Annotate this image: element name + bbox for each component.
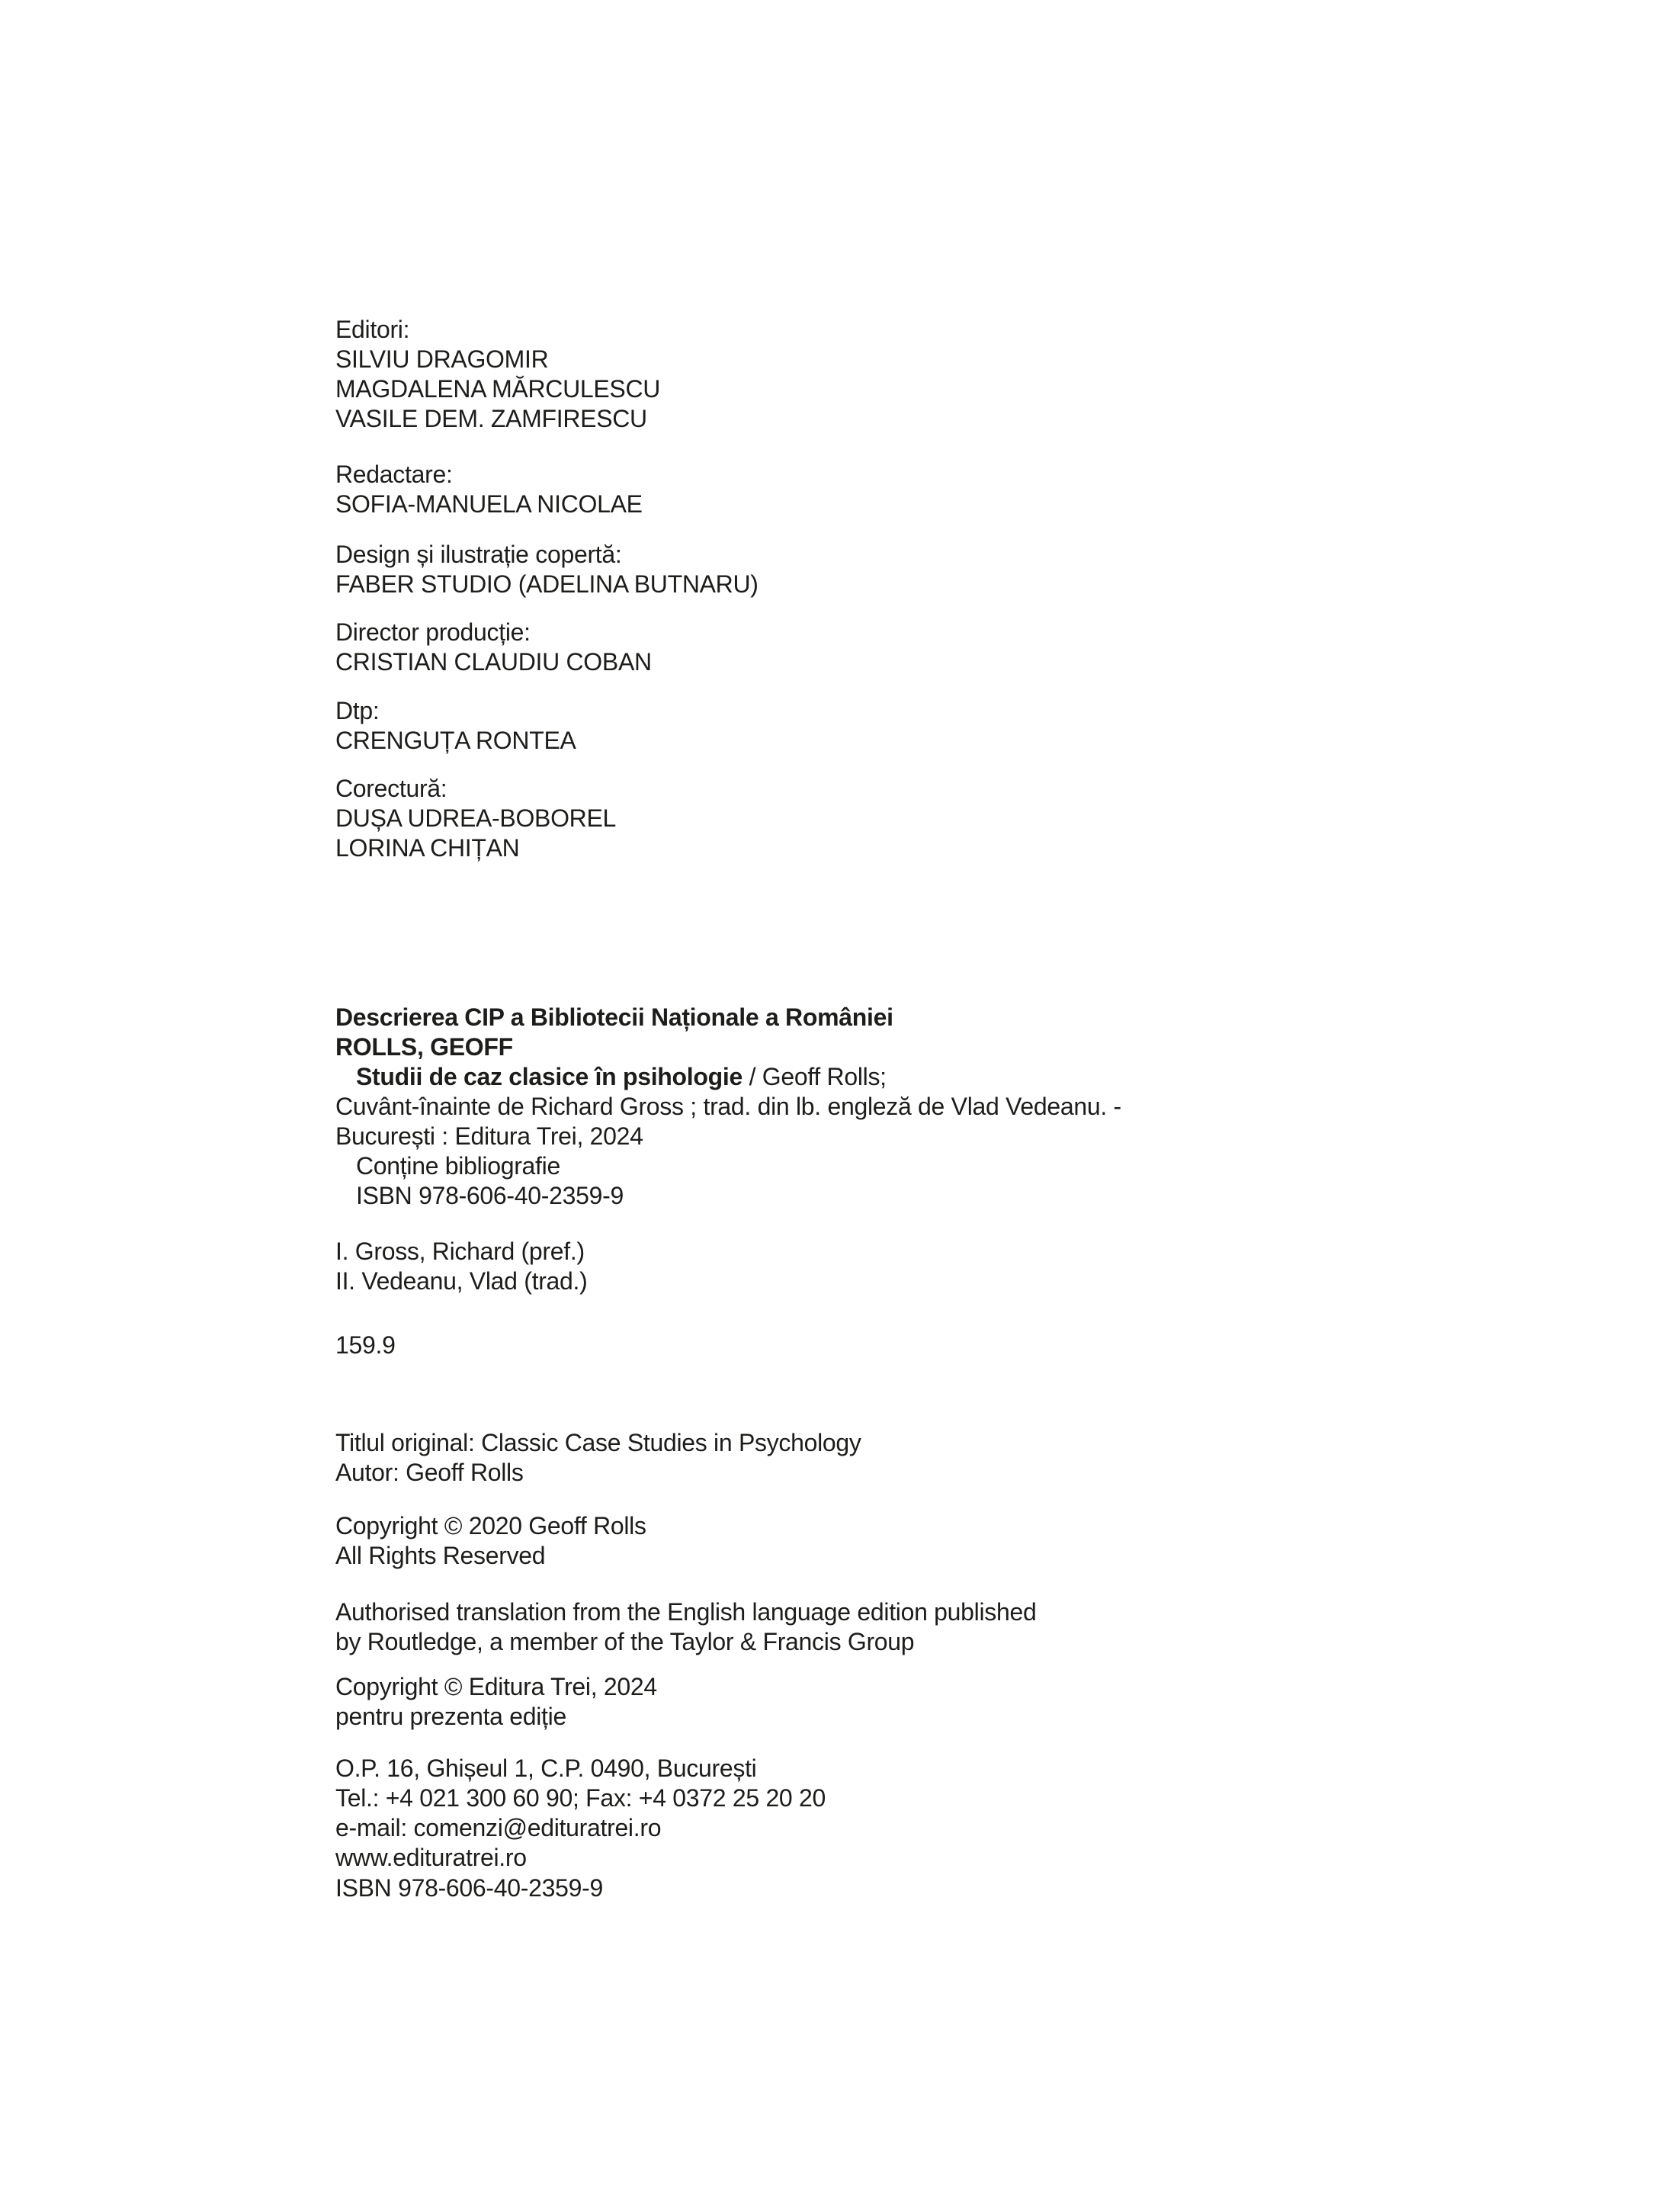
publisher-phone-fax: Tel.: +4 021 300 60 90; Fax: +4 0372 25 20 20 [335,1784,826,1812]
copyright-original-line: Copyright © 2020 Geoff Rolls [335,1512,646,1539]
cip-index-entries [335,1237,588,1296]
cip-heading: Descrierea CIP a Bibliotecii Naționale a României [335,1003,893,1031]
credit-name: LORINA CHIȚAN [335,834,520,862]
cip-author-entry: ROLLS, GEOFF [335,1033,513,1061]
cip-title-rest: / Geoff Rolls; [742,1063,887,1090]
credit-label: Corectură: [335,775,447,802]
cip-translation-line: Cuvânt-înainte de Richard Gross ; trad. din lb. engleză de Vlad Vedeanu. - [335,1093,1121,1120]
cip-isbn: ISBN 978-606-40-2359-9 [356,1182,624,1209]
cip-title-bold: Studii de caz clasice în psihologie [356,1063,742,1090]
publisher-contact-block [335,1754,826,1873]
credit-name: SOFIA-MANUELA NICOLAE [335,490,643,518]
credit-name: MAGDALENA MĂRCULESCU [335,375,661,403]
credit-name: VASILE DEM. ZAMFIRESCU [335,405,647,432]
credit-name: CRISTIAN CLAUDIU COBAN [335,648,652,676]
credit-name: SILVIU DRAGOMIR [335,345,549,373]
credit-name: DUȘA UDREA-BOBOREL [335,804,617,832]
original-title-line: Titlul original: Classic Case Studies in Psychology [335,1429,861,1456]
index-entry: I. Gross, Richard (pref.) [335,1238,585,1265]
copyright-original-block [335,1511,646,1571]
translation-notice-line: by Routledge, a member of the Taylor & Francis Group [335,1628,915,1655]
copyright-romanian-line: Copyright © Editura Trei, 2024 [335,1673,657,1700]
credits-dtp [335,696,576,756]
cip-publisher-line: București : Editura Trei, 2024 [335,1122,643,1150]
credit-name: CRENGUȚA RONTEA [335,727,576,754]
credit-label: Design și ilustrație copertă: [335,541,622,568]
publisher-address: O.P. 16, Ghișeul 1, C.P. 0490, București [335,1755,757,1782]
cip-description [335,1003,1121,1211]
original-author-line: Autor: Geoff Rolls [335,1459,524,1486]
copyright-original-line: All Rights Reserved [335,1542,546,1569]
isbn-footer: ISBN 978-606-40-2359-9 [335,1874,603,1902]
credit-label: Director producție: [335,618,531,646]
copyright-romanian-block [335,1672,657,1732]
index-entry: II. Vedeanu, Vlad (trad.) [335,1267,588,1295]
translation-notice-line: Authorised translation from the English language edition published [335,1598,1037,1626]
credit-name: FABER STUDIO (ADELINA BUTNARU) [335,570,759,598]
isbn-footer-block [335,1873,603,1903]
credits-editori [335,315,660,434]
translation-notice-block [335,1597,1036,1657]
credits-director-productie [335,618,652,677]
cip-title-line [335,1062,1121,1092]
publisher-website: www.edituratrei.ro [335,1844,527,1871]
classification-block [335,1331,396,1360]
credits-corectura [335,774,616,863]
cip-bibliography-note: Conține bibliografie [356,1152,560,1180]
original-work-block [335,1428,861,1488]
credit-label: Dtp: [335,697,380,724]
credit-label: Redactare: [335,461,453,488]
credit-label: Editori: [335,316,410,343]
credits-redactare [335,460,643,519]
copyright-romanian-line: pentru prezenta ediție [335,1703,566,1730]
classification-number: 159.9 [335,1331,396,1359]
publisher-email: e-mail: comenzi@edituratrei.ro [335,1814,662,1841]
credits-design [335,540,759,599]
